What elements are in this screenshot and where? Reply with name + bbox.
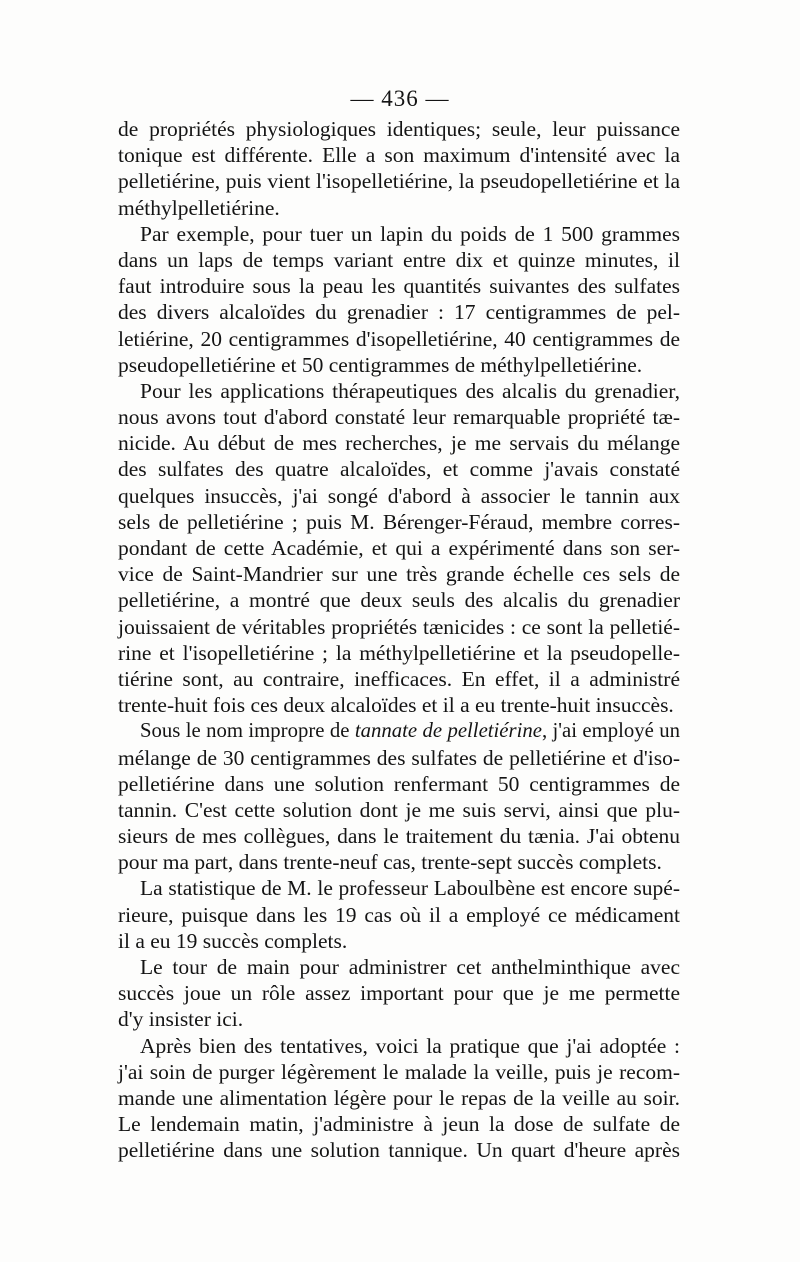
text-line-content: mélange de 30 centigrammes des sulfates de pelletiérine et d'iso- — [118, 745, 680, 770]
text-line-content: tonique est différente. Elle a son maximum d'intensité avec la — [118, 143, 680, 168]
text-line-continuation: , j'ai employé un — [541, 720, 680, 743]
text-line — [118, 352, 680, 378]
text-line — [118, 1085, 680, 1111]
text-line — [118, 902, 680, 928]
text-line-content: faut introduire sous la peau les quantités suivantes des sulfates — [118, 274, 680, 299]
text-line-content: trente-huit fois ces deux alcaloïdes et il a eu trente-huit insuccès. — [118, 693, 674, 718]
text-line-content: Pour les applications thérapeutiques des alcalis du grenadier, — [140, 378, 680, 403]
text-line — [118, 273, 680, 299]
text-line — [118, 849, 680, 875]
text-line-content: nous avons tout d'abord constaté leur remarquable propriété tæ- — [118, 405, 680, 430]
text-line-content: Sous le nom impropre de — [140, 720, 355, 743]
text-line-content: il a eu 19 succès complets. — [118, 928, 348, 953]
text-line-content: pelletiérine dans une solution renfermant 50 centigrammes de — [118, 771, 680, 796]
text-line — [118, 1137, 680, 1163]
text-line — [118, 509, 680, 535]
text-line-content: de propriétés physiologiques identiques; seule, leur puissance — [118, 117, 680, 141]
text-line — [118, 823, 680, 849]
text-line — [118, 797, 680, 823]
text-line-content: sieurs de mes collègues, dans le traitement du tænia. J'ai obtenu — [118, 824, 680, 849]
text-line — [118, 561, 680, 587]
text-line-content: pelletiérine dans une solution tannique. Un quart d'heure après — [118, 1138, 680, 1163]
text-line — [118, 1006, 680, 1032]
text-line — [118, 980, 680, 1006]
text-line — [118, 954, 680, 980]
text-line-content: rieure, puisque dans les 19 cas où il a employé ce médicament — [118, 902, 680, 927]
text-line — [118, 221, 680, 247]
text-line-content: letiérine, 20 centigrammes d'isopelletiérine, 40 centigrammes de — [118, 326, 680, 351]
text-line — [118, 1111, 680, 1137]
text-line-content: des divers alcaloïdes du grenadier : 17 centigrammes de pel- — [118, 300, 680, 325]
text-line — [118, 587, 680, 613]
text-line — [118, 430, 680, 456]
text-line-content: rine et l'isopelletiérine ; la méthylpelletiérine et la pseudopelle- — [118, 640, 680, 665]
text-line — [118, 614, 680, 640]
text-line-content: d'y insister ici. — [118, 1007, 244, 1032]
body-text — [118, 116, 680, 1164]
text-line — [118, 299, 680, 325]
text-line-content: tiérine sont, au contraire, inefficaces. En effet, il a administré — [118, 666, 680, 691]
text-line — [118, 142, 680, 168]
text-line-content: pelletiérine, puis vient l'isopelletiérine, la pseudopelletiérine et la — [118, 169, 680, 194]
text-line-content: succès joue un rôle assez important pour que je me permette — [118, 981, 680, 1006]
text-line-content: vice de Saint-Mandrier sur une très grande échelle ces sels de — [118, 562, 680, 587]
text-line-content: pseudopelletiérine et 50 centigrammes de méthylpelletiérine. — [118, 352, 643, 377]
text-line-content: des sulfates des quatre alcaloïdes, et comme j'avais constaté — [118, 457, 680, 482]
text-line-content: La statistique de M. le professeur Laboulbène est encore supé- — [140, 876, 680, 901]
text-line-content: Par exemple, pour tuer un lapin du poids de 1 500 grammes — [140, 221, 680, 246]
text-line-content: Le tour de main pour administrer cet anthelminthique avec — [140, 955, 680, 979]
page-number: — 436 — — [350, 86, 450, 111]
text-line-content: pour ma part, dans trente-neuf cas, trente-sept succès complets. — [118, 850, 662, 875]
text-line-content: jouissaient de véritables propriétés tænicides : ce sont la pelletié- — [118, 614, 680, 639]
text-line — [118, 168, 680, 194]
text-line — [118, 483, 680, 509]
text-line-content: Le lendemain matin, j'administre à jeun la dose de sulfate de — [118, 1112, 680, 1137]
text-line — [118, 692, 680, 718]
text-line — [118, 745, 680, 771]
italic-term: tannate de pelletiérine — [354, 720, 542, 743]
text-line-content: pelletiérine, a montré que deux seuls des alcalis du grenadier — [118, 588, 680, 613]
text-line — [118, 640, 680, 666]
text-line-content: mande une alimentation légère pour le repas de la veille au soir. — [118, 1085, 680, 1110]
text-line-content: j'ai soin de purger légèrement le malade la veille, puis je recom- — [118, 1059, 680, 1084]
text-line — [118, 535, 680, 561]
text-line — [118, 666, 680, 692]
text-line — [118, 456, 680, 482]
text-line — [118, 928, 680, 954]
text-line — [118, 718, 680, 744]
text-line-content: sels de pelletiérine ; puis M. Bérenger-Féraud, membre corres- — [118, 509, 680, 534]
text-line-content: quelques insuccès, j'ai songé d'abord à associer le tannin aux — [118, 483, 680, 508]
text-line-content: méthylpelletiérine. — [118, 195, 280, 220]
text-line-content: tannin. C'est cette solution dont je me suis servi, ainsi que plu- — [118, 797, 680, 822]
text-line-content: nicide. Au début de mes recherches, je me servais du mélange — [118, 431, 680, 456]
text-line — [118, 1033, 680, 1059]
text-line-content: Après bien des tentatives, voici la pratique que j'ai adoptée : — [140, 1033, 680, 1058]
text-line-content: pondant de cette Académie, et qui a expérimenté dans son ser- — [118, 536, 680, 560]
text-line — [118, 247, 680, 273]
text-line — [118, 116, 680, 142]
text-line — [118, 326, 680, 352]
text-line-content: dans un laps de temps variant entre dix et quinze minutes, il — [118, 247, 680, 272]
text-line — [118, 875, 680, 901]
text-line — [118, 378, 680, 404]
text-line — [118, 771, 680, 797]
text-line — [118, 1059, 680, 1085]
text-line — [118, 195, 680, 221]
text-line — [118, 404, 680, 430]
